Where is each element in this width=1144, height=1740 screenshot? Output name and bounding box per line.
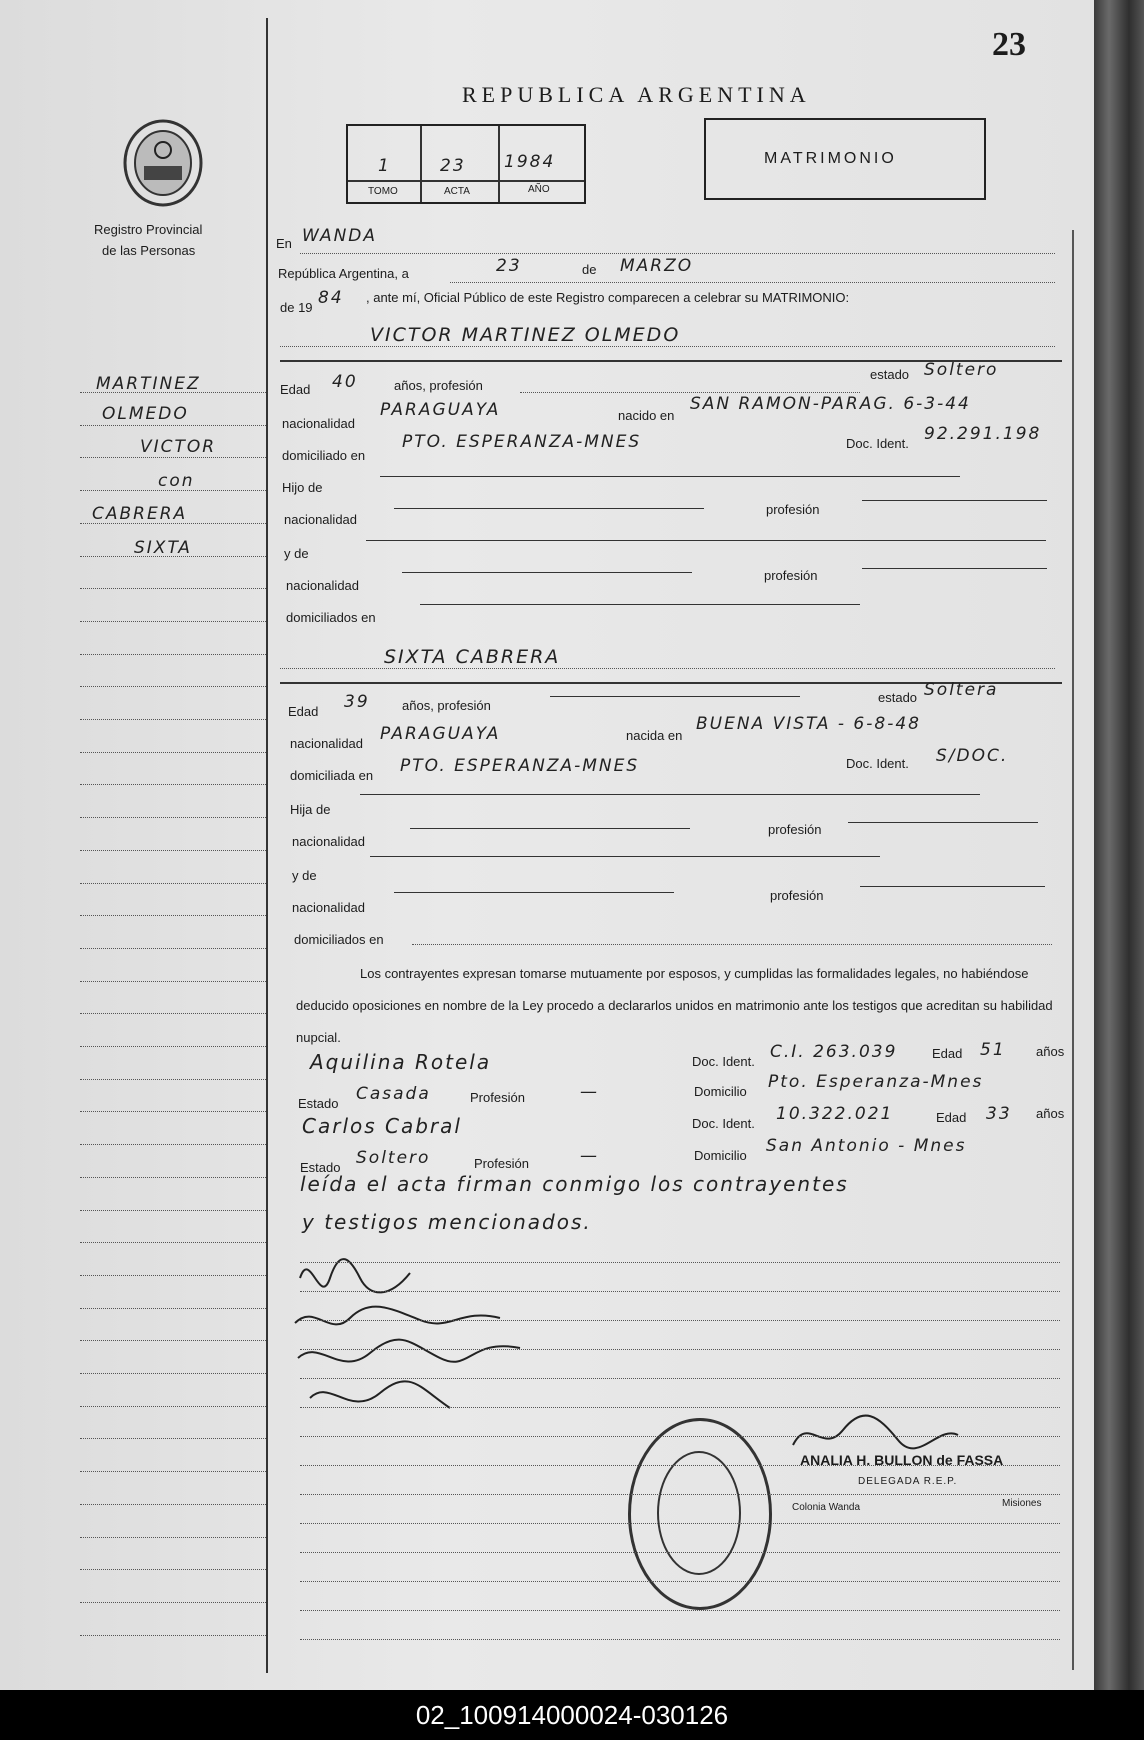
bride-hija-label: Hija de <box>290 802 331 817</box>
official-colonia: Colonia Wanda <box>792 1502 861 1513</box>
groom-anos-label: años, profesión <box>394 378 483 393</box>
groom-nacionalidad: PARAGUAYA <box>380 400 501 420</box>
witness1-estado: Casada <box>356 1084 431 1104</box>
ano-label: AÑO <box>528 184 550 195</box>
witness1-prof-label: Profesión <box>470 1090 525 1105</box>
year-suffix-value: 84 <box>318 288 344 308</box>
witness1-estado-label: Estado <box>298 1096 339 1111</box>
ruled-line <box>80 1504 266 1505</box>
ruled-line <box>300 1494 1060 1495</box>
groom-edad-label: Edad <box>280 382 311 397</box>
closing-line1: leída el acta firman conmigo los contrayentes <box>300 1172 849 1196</box>
witness1-edad: 51 <box>980 1040 1006 1060</box>
sidebar-name-1: OLMEDO <box>102 404 189 424</box>
groom-edad: 40 <box>332 372 358 392</box>
sidebar-name-3: con <box>158 471 195 491</box>
ruled-line <box>300 1436 1060 1437</box>
groom-nac3-label: nacionalidad <box>286 578 360 593</box>
ruled-line <box>80 1275 266 1276</box>
ruled-line <box>80 457 266 458</box>
groom-name: VICTOR MARTINEZ OLMEDO <box>370 324 681 346</box>
right-border-line <box>1072 230 1074 1670</box>
ruled-line <box>80 1602 266 1603</box>
bride-prof2-label: profesión <box>770 888 824 903</box>
ruled-line <box>80 1046 266 1047</box>
bride-nacida-label: nacida en <box>626 728 683 743</box>
ruled-line <box>80 752 266 753</box>
groom-prof-label: profesión <box>766 502 820 517</box>
bride-edad-label: Edad <box>288 704 319 719</box>
en-label: En <box>276 236 292 251</box>
bride-domicilio-label: domiciliada en <box>290 768 374 783</box>
witness2-edad-label: Edad <box>936 1110 967 1125</box>
witness2-domicilio-label: Domicilio <box>694 1148 747 1163</box>
ruled-line <box>80 490 266 491</box>
witness2-name: Carlos Cabral <box>302 1114 462 1138</box>
bride-estado-label: estado <box>878 690 918 705</box>
ruled-line <box>80 588 266 589</box>
bride-anos-label: años, profesión <box>402 698 491 713</box>
ruled-line <box>80 392 266 393</box>
bride-edad: 39 <box>344 692 370 712</box>
witness1-domicilio-label: Domicilio <box>694 1084 747 1099</box>
witness2-edad: 33 <box>986 1104 1012 1124</box>
ruled-line <box>300 1581 1060 1582</box>
ruled-line <box>80 425 266 426</box>
groom-nacido: SAN RAMON-PARAG. 6-3-44 <box>690 394 971 414</box>
groom-nac2-label: nacionalidad <box>284 512 358 527</box>
groom-doc: 92.291.198 <box>924 424 1042 444</box>
ruled-line <box>80 1177 266 1178</box>
bride-yde-label: y de <box>292 868 317 883</box>
page-number: 23 <box>992 26 1026 63</box>
ruled-line <box>80 1569 266 1570</box>
de-label: de <box>582 262 597 277</box>
bride-nacionalidad: PARAGUAYA <box>380 724 501 744</box>
ruled-line <box>300 1291 1060 1292</box>
ruled-line <box>80 686 266 687</box>
ruled-line <box>80 1111 266 1112</box>
ruled-line <box>80 948 266 949</box>
closing-line2: y testigos mencionados. <box>302 1210 592 1234</box>
witness1-anos-label: años <box>1036 1044 1065 1059</box>
groom-hijo-label: Hijo de <box>282 480 323 495</box>
witness1-prof: — <box>580 1082 599 1102</box>
ruled-line <box>80 784 266 785</box>
signatures-image <box>290 1248 540 1428</box>
witness2-prof: — <box>580 1146 599 1166</box>
ruled-line <box>80 1471 266 1472</box>
witness1-domicilio: Pto. Esperanza-Mnes <box>768 1072 984 1092</box>
ruled-line <box>80 1079 266 1080</box>
ruled-line <box>80 1406 266 1407</box>
groom-prof2-label: profesión <box>764 568 818 583</box>
ruled-line <box>80 1144 266 1145</box>
witness2-domicilio: San Antonio - Mnes <box>766 1136 967 1156</box>
bride-nac3-label: nacionalidad <box>292 900 366 915</box>
ruled-line <box>300 1320 1060 1321</box>
sidebar-name-0: MARTINEZ <box>96 374 201 394</box>
bride-nacida: BUENA VISTA - 6-8-48 <box>696 714 921 734</box>
ruled-line <box>80 1635 266 1636</box>
de19-label: de 19 <box>280 300 313 315</box>
ruled-line <box>80 1340 266 1341</box>
registry-office-line1: Registro Provincial <box>94 222 203 237</box>
ruled-line <box>80 1308 266 1309</box>
ruled-line <box>300 1639 1060 1640</box>
witness2-doc: 10.322.021 <box>776 1104 894 1124</box>
sidebar-name-4: CABRERA <box>92 504 188 524</box>
ruled-line <box>80 654 266 655</box>
day-value: 23 <box>496 256 522 276</box>
declaration-text: Los contrayentes expresan tomarse mutuamente por esposos, y cumplidas las formalidades legales, no habiéndose deducido oposiciones en nombre de la Ley procedo a declararlos unidos en matrimonio ante los testigos que acreditan su habilidad nupcial. <box>296 966 1053 1045</box>
ruled-line <box>300 1262 1060 1263</box>
country-title: REPUBLICA ARGENTINA <box>462 82 811 107</box>
groom-yde-label: y de <box>284 546 309 561</box>
ruled-line <box>80 1210 266 1211</box>
republica-label: República Argentina, a <box>278 266 409 281</box>
groom-nacionalidad-label: nacionalidad <box>282 416 356 431</box>
witness1-edad-label: Edad <box>932 1046 963 1061</box>
groom-estado: Soltero <box>924 360 999 380</box>
ruled-line <box>80 1373 266 1374</box>
witness1-doc: C.I. 263.039 <box>770 1042 898 1062</box>
official-title: DELEGADA R.E.P. <box>858 1476 958 1487</box>
sidebar-name-5: SIXTA <box>134 538 192 558</box>
ruled-line <box>300 1349 1060 1350</box>
bride-doc: S/DOC. <box>936 746 1009 766</box>
groom-domiciliados-label: domiciliados en <box>286 610 376 625</box>
witness2-doc-label: Doc. Ident. <box>692 1116 755 1131</box>
bride-estado: Soltera <box>924 680 999 700</box>
ruled-line <box>300 1407 1060 1408</box>
bride-name: SIXTA CABRERA <box>384 646 561 668</box>
ruled-line <box>80 883 266 884</box>
groom-doc-label: Doc. Ident. <box>846 436 909 451</box>
acta-label: ACTA <box>444 186 470 197</box>
province-seal-icon <box>122 118 204 208</box>
ruled-line <box>80 981 266 982</box>
official-misiones: Misiones <box>1002 1498 1042 1509</box>
witness1-doc-label: Doc. Ident. <box>692 1054 755 1069</box>
witness1-name: Aquilina Rotela <box>310 1050 492 1074</box>
ruled-line <box>300 1523 1060 1524</box>
tomo-label: TOMO <box>368 186 398 197</box>
place-value: WANDA <box>302 226 378 246</box>
month-value: MARZO <box>620 256 694 276</box>
ruled-line <box>300 1552 1060 1553</box>
intro-text: , ante mí, Oficial Público de este Registro comparecen a celebrar su MATRIMONIO: <box>366 290 850 305</box>
ruled-line <box>80 621 266 622</box>
ruled-line <box>300 1465 1060 1466</box>
bride-domiciliados-label: domiciliados en <box>294 932 384 947</box>
sidebar-name-2: VICTOR <box>140 437 217 457</box>
ruled-line <box>80 915 266 916</box>
groom-estado-label: estado <box>870 367 910 382</box>
ruled-line <box>80 556 266 557</box>
witness2-estado-label: Estado <box>300 1160 341 1175</box>
tomo-acta-ano-box <box>346 124 586 204</box>
ano-value: 1984 <box>504 152 556 172</box>
bride-prof-label: profesión <box>768 822 822 837</box>
ruled-line <box>80 1242 266 1243</box>
ruled-line <box>80 817 266 818</box>
registry-office-line2: de las Personas <box>102 243 196 258</box>
acta-value: 23 <box>440 156 466 176</box>
witness2-estado: Soltero <box>356 1148 431 1168</box>
groom-nacido-label: nacido en <box>618 408 675 423</box>
groom-domicilio-label: domiciliado en <box>282 448 366 463</box>
witness2-prof-label: Profesión <box>474 1156 529 1171</box>
record-type: MATRIMONIO <box>764 150 897 167</box>
margin-line <box>266 18 268 1673</box>
ruled-line <box>300 1378 1060 1379</box>
official-name: ANALIA H. BULLON de FASSA <box>800 1452 1004 1468</box>
ruled-line <box>80 850 266 851</box>
ruled-line <box>80 1013 266 1014</box>
bride-nacionalidad-label: nacionalidad <box>290 736 364 751</box>
groom-domicilio: PTO. ESPERANZA-MNES <box>402 432 642 452</box>
ruled-line <box>80 719 266 720</box>
ruled-line <box>80 523 266 524</box>
bride-domicilio: PTO. ESPERANZA-MNES <box>400 756 640 776</box>
footer-code: 02_100914000024-030126 <box>0 1690 1144 1740</box>
bride-nac2-label: nacionalidad <box>292 834 366 849</box>
witness2-anos-label: años <box>1036 1106 1065 1121</box>
ruled-line <box>300 1610 1060 1611</box>
tomo-value: 1 <box>378 156 391 176</box>
ruled-line <box>80 1537 266 1538</box>
record-type-box <box>704 118 986 200</box>
ruled-line <box>80 1438 266 1439</box>
book-binding <box>1094 0 1144 1690</box>
bride-doc-label: Doc. Ident. <box>846 756 909 771</box>
